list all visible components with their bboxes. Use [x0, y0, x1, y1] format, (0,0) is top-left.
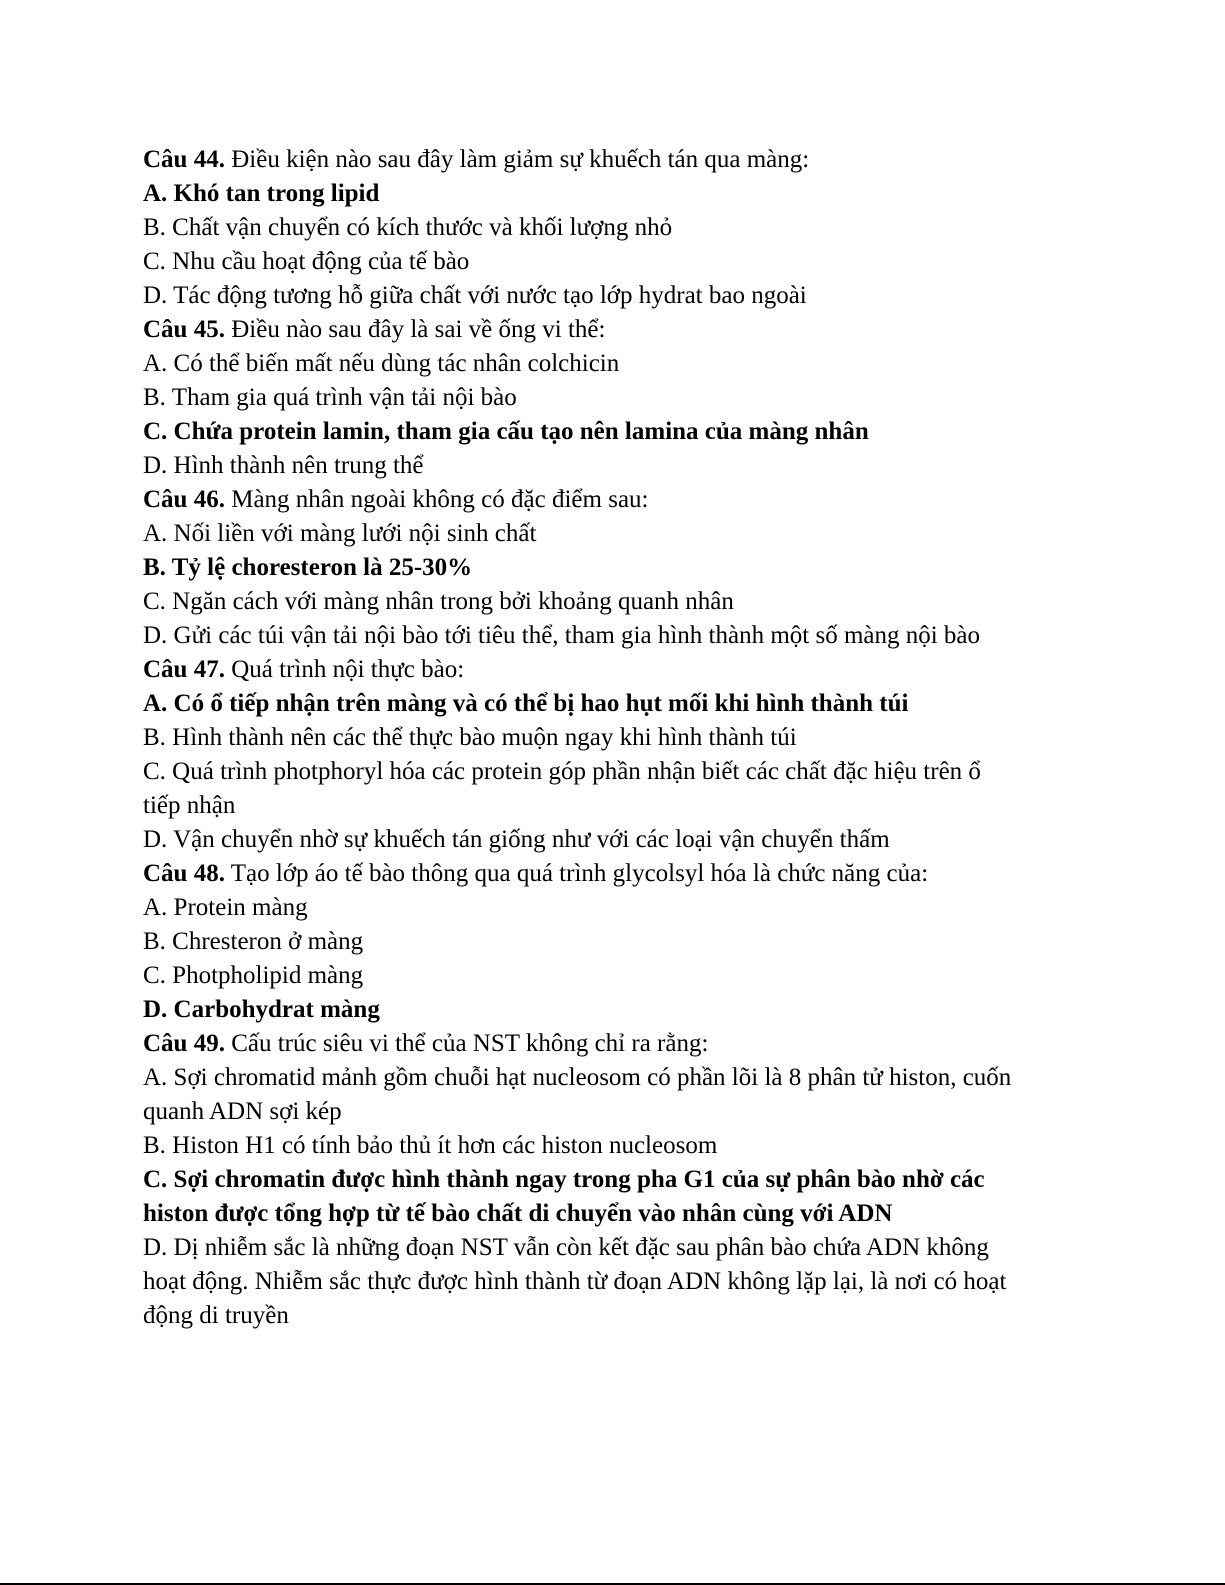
question-block	[143, 1027, 1023, 1333]
answer-option-correct: B. Tỷ lệ choresteron là 25-30%	[143, 554, 473, 581]
answer-option: A. Sợi chromatid mảnh gồm chuỗi hạt nucleosom có phần lõi là 8 phân tử histon, cuốn quanh ADN sợi kép	[143, 1064, 1012, 1125]
answer-option: D. Tác động tương hỗ giữa chất với nước tạo lớp hydrat bao ngoài	[143, 282, 807, 309]
question-number: Câu 44.	[143, 146, 225, 173]
quiz-content	[143, 143, 1023, 1333]
question-block	[143, 483, 1023, 653]
question-block	[143, 653, 1023, 857]
question-block	[143, 143, 1023, 313]
question-prompt	[143, 857, 1023, 891]
question-block	[143, 857, 1023, 1027]
answer-option: B. Chresteron ở màng	[143, 928, 364, 955]
question-number: Câu 46.	[143, 486, 225, 513]
question-text: Cấu trúc siêu vi thể của NST không chỉ ra rằng:	[224, 1030, 709, 1057]
question-prompt	[143, 313, 1023, 347]
answer-option: B. Histon H1 có tính bảo thủ ít hơn các histon nucleosom	[143, 1132, 718, 1159]
answer-option-correct: D. Carbohydrat màng	[143, 996, 380, 1023]
answer-option: A. Protein màng	[143, 894, 308, 921]
answer-option: B. Chất vận chuyển có kích thước và khối lượng nhỏ	[143, 214, 673, 241]
question-number: Câu 48.	[143, 860, 225, 887]
answer-option-correct: C. Sợi chromatin được hình thành ngay trong pha G1 của sự phân bào nhờ các histon được tổng hợp từ tế bào chất di chuyển vào nhân cùng với ADN	[143, 1166, 985, 1227]
question-text: Điều kiện nào sau đây làm giảm sự khuếch tán qua màng:	[224, 146, 810, 173]
question-number: Câu 45.	[143, 316, 225, 343]
answer-option: B. Tham gia quá trình vận tải nội bào	[143, 384, 517, 411]
answer-option: C. Photpholipid màng	[143, 962, 364, 989]
question-prompt	[143, 1027, 1023, 1061]
question-text: Tạo lớp áo tế bào thông qua quá trình glycolsyl hóa là chức năng của:	[224, 860, 929, 887]
answer-option-correct: C. Chứa protein lamin, tham gia cấu tạo nên lamina của màng nhân	[143, 418, 869, 445]
answer-option: B. Hình thành nên các thể thực bào muộn ngay khi hình thành túi	[143, 724, 797, 751]
answer-option: C. Quá trình photphoryl hóa các protein góp phần nhận biết các chất đặc hiệu trên ổ tiếp nhận	[143, 758, 981, 819]
question-text: Màng nhân ngoài không có đặc điểm sau:	[224, 486, 649, 513]
answer-option-correct: A. Có ổ tiếp nhận trên màng và có thể bị hao hụt mối khi hình thành túi	[143, 690, 909, 717]
question-prompt	[143, 143, 1023, 177]
question-text: Điều nào sau đây là sai về ống vi thể:	[224, 316, 606, 343]
answer-option-correct: A. Khó tan trong lipid	[143, 180, 380, 207]
answer-option: D. Dị nhiễm sắc là những đoạn NST vẫn còn kết đặc sau phân bào chứa ADN không hoạt động. Nhiễm sắc thực được hình thành từ đoạn ADN không lặp lại, là nơi có hoạt động di truyền	[143, 1234, 1007, 1329]
answer-option: D. Hình thành nên trung thể	[143, 452, 424, 479]
question-prompt	[143, 483, 1023, 517]
answer-option: D. Gửi các túi vận tải nội bào tới tiêu thể, tham gia hình thành một số màng nội bào	[143, 622, 981, 649]
answer-option: A. Có thể biến mất nếu dùng tác nhân colchicin	[143, 350, 620, 377]
answer-option: C. Ngăn cách với màng nhân trong bởi khoảng quanh nhân	[143, 588, 734, 615]
question-text: Quá trình nội thực bào:	[224, 656, 465, 683]
answer-option: D. Vận chuyển nhờ sự khuếch tán giống như với các loại vận chuyển thấm	[143, 826, 890, 853]
question-number: Câu 49.	[143, 1030, 225, 1057]
question-block	[143, 313, 1023, 483]
answer-option: A. Nối liền với màng lưới nội sinh chất	[143, 520, 537, 547]
answer-option: C. Nhu cầu hoạt động của tế bào	[143, 248, 470, 275]
question-prompt	[143, 653, 1023, 687]
question-number: Câu 47.	[143, 656, 225, 683]
